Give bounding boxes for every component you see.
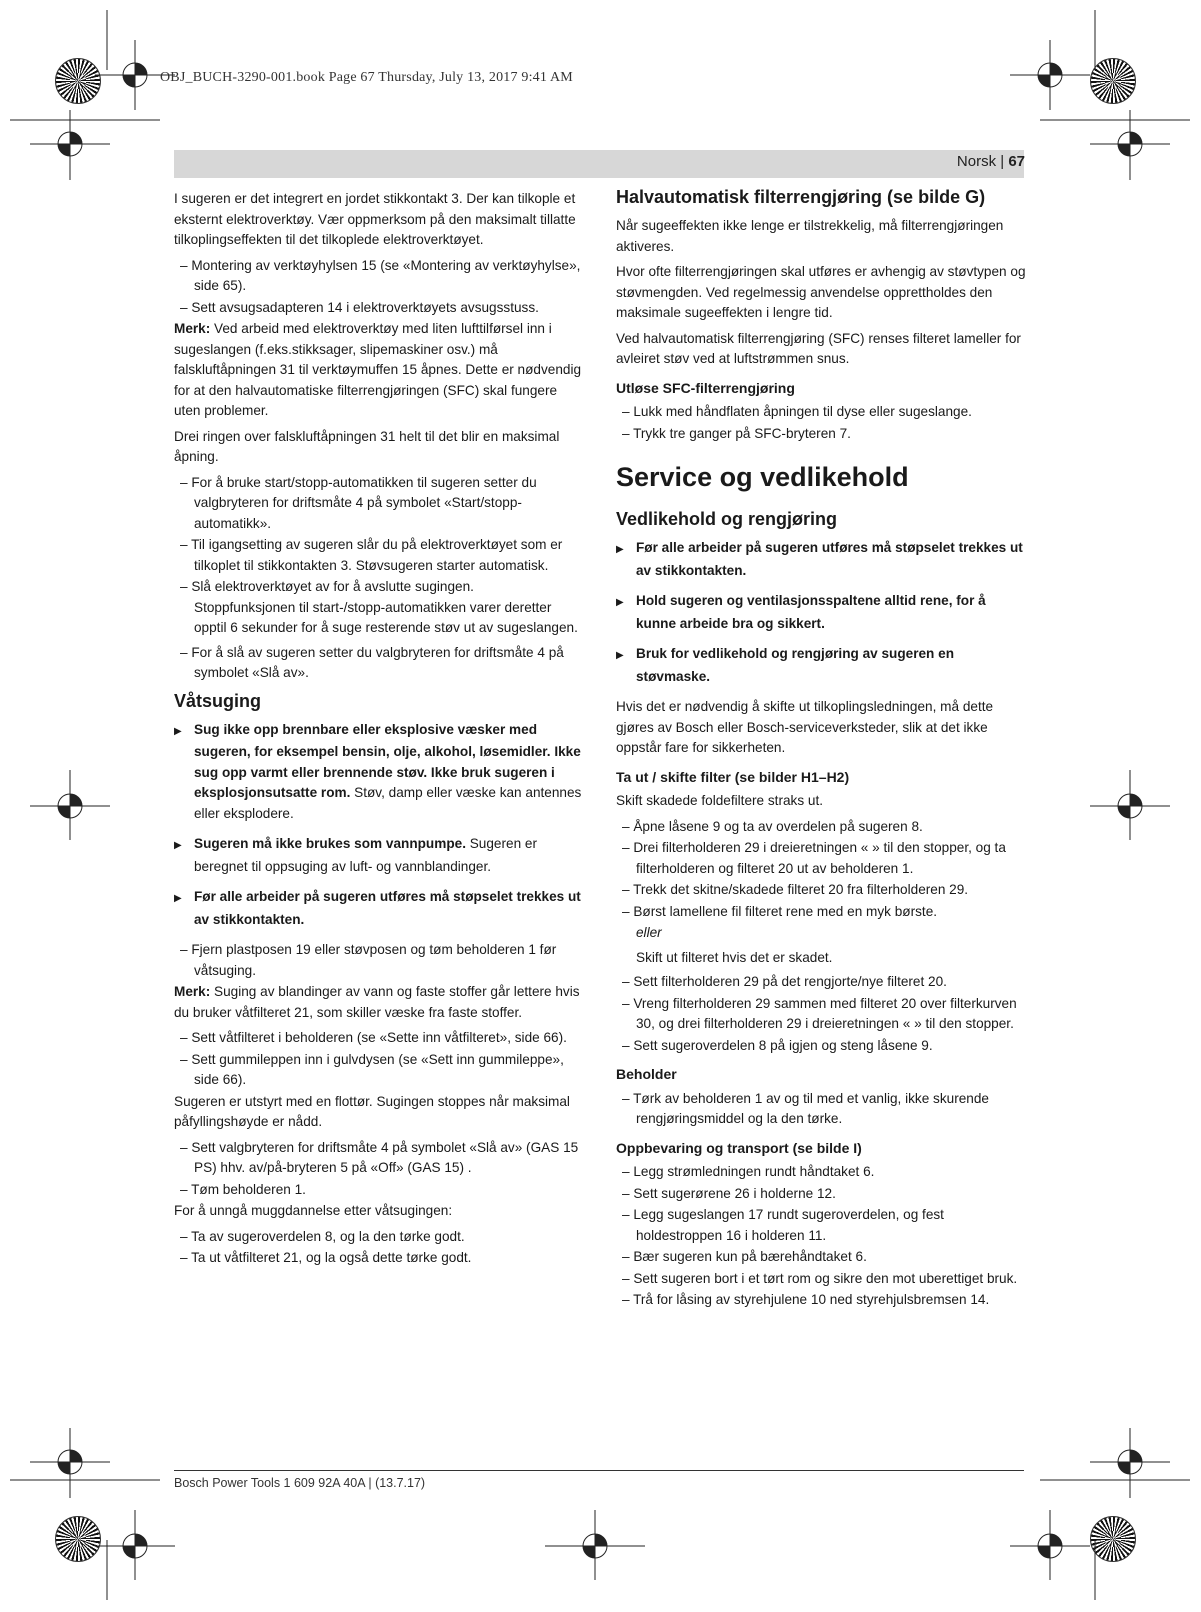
note-label: Merk: [174,984,211,999]
note-label: Merk: [174,321,211,336]
list-item: – Montering av verktøyhylsen 15 (se «Montering av verktøyhylse», side 65). [180,257,581,293]
list-item: – Fjern plastposen 19 eller støvposen og tøm beholderen 1 før våtsuging. [180,942,557,978]
warning-text: Sugeren må ikke brukes som vannpumpe. [194,836,466,851]
note-text: Ved arbeid med elektroverktøy med liten lufttilførsel inn i sugeslangen (f.eks.stikksager, slipemaskiner osv.) må falskluftåpningen 31 til verktøymuffen 15 åpnes. Dette er nødvendig for at den halvautomatiske filterrengjøringen (SFC) skal fungere uten problemer. [174,321,582,418]
paragraph: Drei ringen over falskluftåpningen 31 helt til det blir en maksimal åpning. [174,428,560,464]
list-item-continuation: Skift ut filteret hvis det er skadet. [636,949,833,965]
list-item: – For å bruke start/stopp-automatikken til sugeren setter du valgbryteren for driftsmåte 4 på symbolet «Start/stopp-automatikk». [180,474,537,531]
list-item: – Trykk tre ganger på SFC-bryteren 7. [622,425,851,441]
header-language: Norsk [956,153,997,170]
paragraph: Hvis det er nødvendig å skifte ut tilkoplingsledningen, må dette gjøres av Bosch eller Bosch-serviceverksteder, slik at det ikke oppstår fare for sikkerheten. [616,699,994,755]
list-item: – Slå elektroverktøyet av for å avslutte sugingen. [180,579,474,594]
section-heading-service: Service og vedlikehold [616,462,909,492]
list-item: – Bær sugeren kun på bærehåndtaket 6. [622,1249,867,1264]
page-number: 67 [1008,153,1025,170]
list-item: – Ta av sugeroverdelen 8, og la den tørke godt. [180,1228,465,1244]
list-item: – Sett valgbryteren for driftsmåte 4 på symbolet «Slå av» (GAS 15 PS) hhv. av/på-bryteren 5 på «Off» (GAS 15) . [180,1139,579,1175]
page-header-bar [174,150,1024,178]
list-item: – Sett gummileppen inn i gulvdysen (se «Sett inn gummileppe», side 66). [180,1051,564,1087]
list-item: – Sett sugeroverdelen 8 på igjen og steng låsene 9. [622,1037,933,1053]
section-heading-vatsuging: Våtsuging [174,690,262,711]
list-item: – Sett avsugsadapteren 14 i elektroverktøyets avsugsstuss. [180,299,539,315]
paragraph: Når sugeeffekten ikke lenge er tilstrekkelig, må filterrengjøringen aktiveres. [616,218,1004,254]
warning-text: Sug ikke opp brennbare eller eksplosive væsker med sugeren, for eksempel bensin, olje, alkohol, løsemidler. Ikke sug opp varmt eller brennende støv. Ikke bruk sugeren i eksplosjonsutsatte rom. [194,721,581,800]
warning-item: ▶ Bruk for vedlikehold og rengjøring av sugeren en støvmaske. [616,644,1026,687]
left-column [174,189,582,1270]
subheading-filter: Ta ut / skifte filter (se bilder H1–H2) [616,768,850,785]
page-header: Norsk | 67 [956,153,1025,170]
warning-note: Støv, damp eller væske kan antennes eller eksplodere. [194,785,582,821]
list-item: – For å slå av sugeren setter du valgbryteren for driftsmåte 4 på symbolet «Slå av». [180,644,564,680]
list-item: – Tøm beholderen 1. [180,1181,306,1197]
warning-item: ▶ Før alle arbeider på sugeren utføres må støpselet trekkes ut av stikkontakten. [616,538,1026,581]
list-item: – Lukk med håndflaten åpningen til dyse eller sugeslange. [622,404,972,419]
print-header: OBJ_BUCH-3290-001.book Page 67 Thursday, July 13, 2017 9:41 AM [160,70,573,85]
list-item: – Sett sugeren bort i et tørt rom og sikre den mot uberettiget bruk. [622,1270,1018,1286]
list-item: – Børst lamellene fil filteret rene med en myk børste. [622,903,938,919]
list-item: – Tørk av beholderen 1 av og til med et vanlig, ikke skurende rengjøringsmiddel og la den tørke. [622,1090,989,1126]
list-item-alternative: eller [636,925,662,940]
list-item-continuation: Stoppfunksjonen til start-/stopp-automatikken varer deretter opptil 6 sekunder for å suge resterende støv ut av sugeslangen. [194,599,578,635]
list-item: – Legg strømledningen rundt håndtaket 6. [622,1164,875,1179]
list-item: – Vreng filterholderen 29 sammen med filteret 20 over filterkurven 30, og drei filterholderen 29 i dreieretningen « » til den stopper. [622,995,1017,1031]
list-item: – Sett filterholderen 29 på det rengjorte/nye filteret 20. [622,974,947,989]
warning-note: Sugeren er beregnet til oppsuging av luft- og vannblandinger. [194,836,538,874]
list-item: – Trekk det skitne/skadede filteret 20 fra filterholderen 29. [622,882,969,897]
right-column [616,186,1026,1312]
paragraph: For å unngå muggdannelse etter våtsugingen: [174,1203,453,1218]
warning-item [174,720,582,825]
note-text: Suging av blandinger av vann og faste stoffer går lettere hvis du bruker våtfilteret 21, som skiller væske fra faste stoffer. [174,984,580,1020]
footer-text: Bosch Power Tools 1 609 92A 40A | (13.7.17) [174,1476,426,1490]
list-item: – Drei filterholderen 29 i dreieretningen « » til den stopper, og ta filterholderen og filteret 20 ut av beholderen 1. [622,840,1006,876]
paragraph: I sugeren er det integrert en jordet stikkontakt 3. Der kan tilkople et eksternt elektroverktøy. Vær oppmerksom på den maksimalt tillatte tilkoplingseffekten til det tilkoplede elektroverktøyet. [174,191,576,247]
note-paragraph [174,982,582,1023]
paragraph: Ved halvautomatisk filterrengjøring (SFC) renses filteret lameller for avleiret støv ved at luftstrømmen snus. [616,330,1021,366]
list-item: – Sett sugerørene 26 i holderne 12. [622,1185,836,1201]
list-item: – Sett våtfilteret i beholderen (se «Sette inn våtfilteret», side 66). [180,1030,567,1045]
warning-item: ▶ Hold sugeren og ventilasjonsspaltene alltid rene, for å kunne arbeide bra og sikkert. [616,591,1026,634]
subheading-storage: Oppbevaring og transport (se bilde I) [616,1139,862,1156]
list-item: – Til igangsetting av sugeren slår du på elektroverktøyet som er tilkoplet til stikkontakten 3. Støvsugeren starter automatisk. [180,537,563,573]
paragraph: Hvor ofte filterrengjøringen skal utføres er avhengig av støvtypen og støvmengden. Ved regelmessig anvendelse opprettholdes den maksimale sugeeffekten i lengre tid. [616,264,1026,320]
list-item: – Legg sugeslangen 17 rundt sugeroverdelen, og fest holdestroppen 16 i holderen 11. [622,1207,944,1243]
paragraph: Skift skadede foldefiltere straks ut. [616,793,824,808]
list-item: – Ta ut våtfilteret 21, og la også dette tørke godt. [180,1250,472,1265]
list-item: – Trå for låsing av styrehjulene 10 ned styrehjulsbremsen 14. [622,1292,990,1307]
warning-item: ▶ Før alle arbeider på sugeren utføres må støpselet trekkes ut av stikkontakten. [174,887,582,930]
note-paragraph [174,319,582,422]
subheading-sfc: Utløse SFC-filterrengjøring [616,379,795,396]
list-item: – Åpne låsene 9 og ta av overdelen på sugeren 8. [622,818,923,834]
footer-rule [174,1470,1024,1471]
paragraph: Sugeren er utstyrt med en flottør. Sugingen stoppes når maksimal påfyllingshøyde er nådd. [174,1093,570,1129]
section-heading-maintenance: Vedlikehold og rengjøring [616,509,838,529]
subheading-container: Beholder [616,1066,677,1082]
warning-item [174,834,582,877]
section-heading-filter-cleaning: Halvautomatisk filterrengjøring (se bilde G) [616,187,986,207]
